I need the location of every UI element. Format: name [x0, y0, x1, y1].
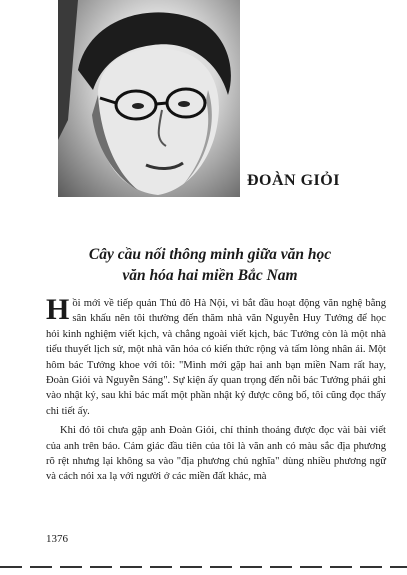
- page-number: 1376: [46, 533, 68, 545]
- paragraph-1-text: ồi mới về tiếp quản Thủ đô Hà Nội, vì bắt đầu hoạt động văn nghệ bằng sân khấu nên tôi thường đến thăm nhà văn Nguyễn Huy Tưởng để học hỏi kinh nghiệm viết kịch, và chẳng ngoài viết kịch, bác Tưởng còn là một nhà tiểu thuyết lịch sử, một nhà văn hóa có kiến thức rộng và tấm lòng nhân ái. Một hôm bác Tưởng khoe với tôi: "Mình mới gặp hai anh bạn miền Nam rất hay, Đoàn Giỏi và Nguyễn Sáng". Sự kiện ấy quan trọng đến nỗi bác Tưởng phải ghi vào nhật ký, sau khi bác mất một phần nhật ký được công bố, tôi cũng đọc thấy chi tiết ấy.: [46, 298, 386, 417]
- author-portrait: [58, 0, 240, 197]
- paragraph-1: [46, 293, 386, 419]
- title-line-2: văn hóa hai miền Bắc Nam: [122, 267, 298, 284]
- paragraph-2: Khi đó tôi chưa gặp anh Đoàn Giỏi, chỉ thỉnh thoảng được đọc vài bài viết của anh trên báo. Cảm giác đầu tiên của tôi là văn anh có màu sắc địa phương rõ rệt nhưng lại không sa vào "địa phương chủ nghĩa" dùng nhiều phương ngữ và cách nói xa lạ với người ở các miền đất khác, mà: [46, 425, 386, 483]
- title-line-1: Cây cầu nối thông minh giữa văn học: [88, 246, 332, 263]
- author-name: ĐOÀN GIỎI: [247, 172, 340, 189]
- portrait-image: [58, 0, 240, 197]
- article-body: [46, 293, 386, 485]
- drop-cap: H: [46, 293, 70, 326]
- bottom-rule: [0, 566, 407, 568]
- article-title: [30, 244, 390, 286]
